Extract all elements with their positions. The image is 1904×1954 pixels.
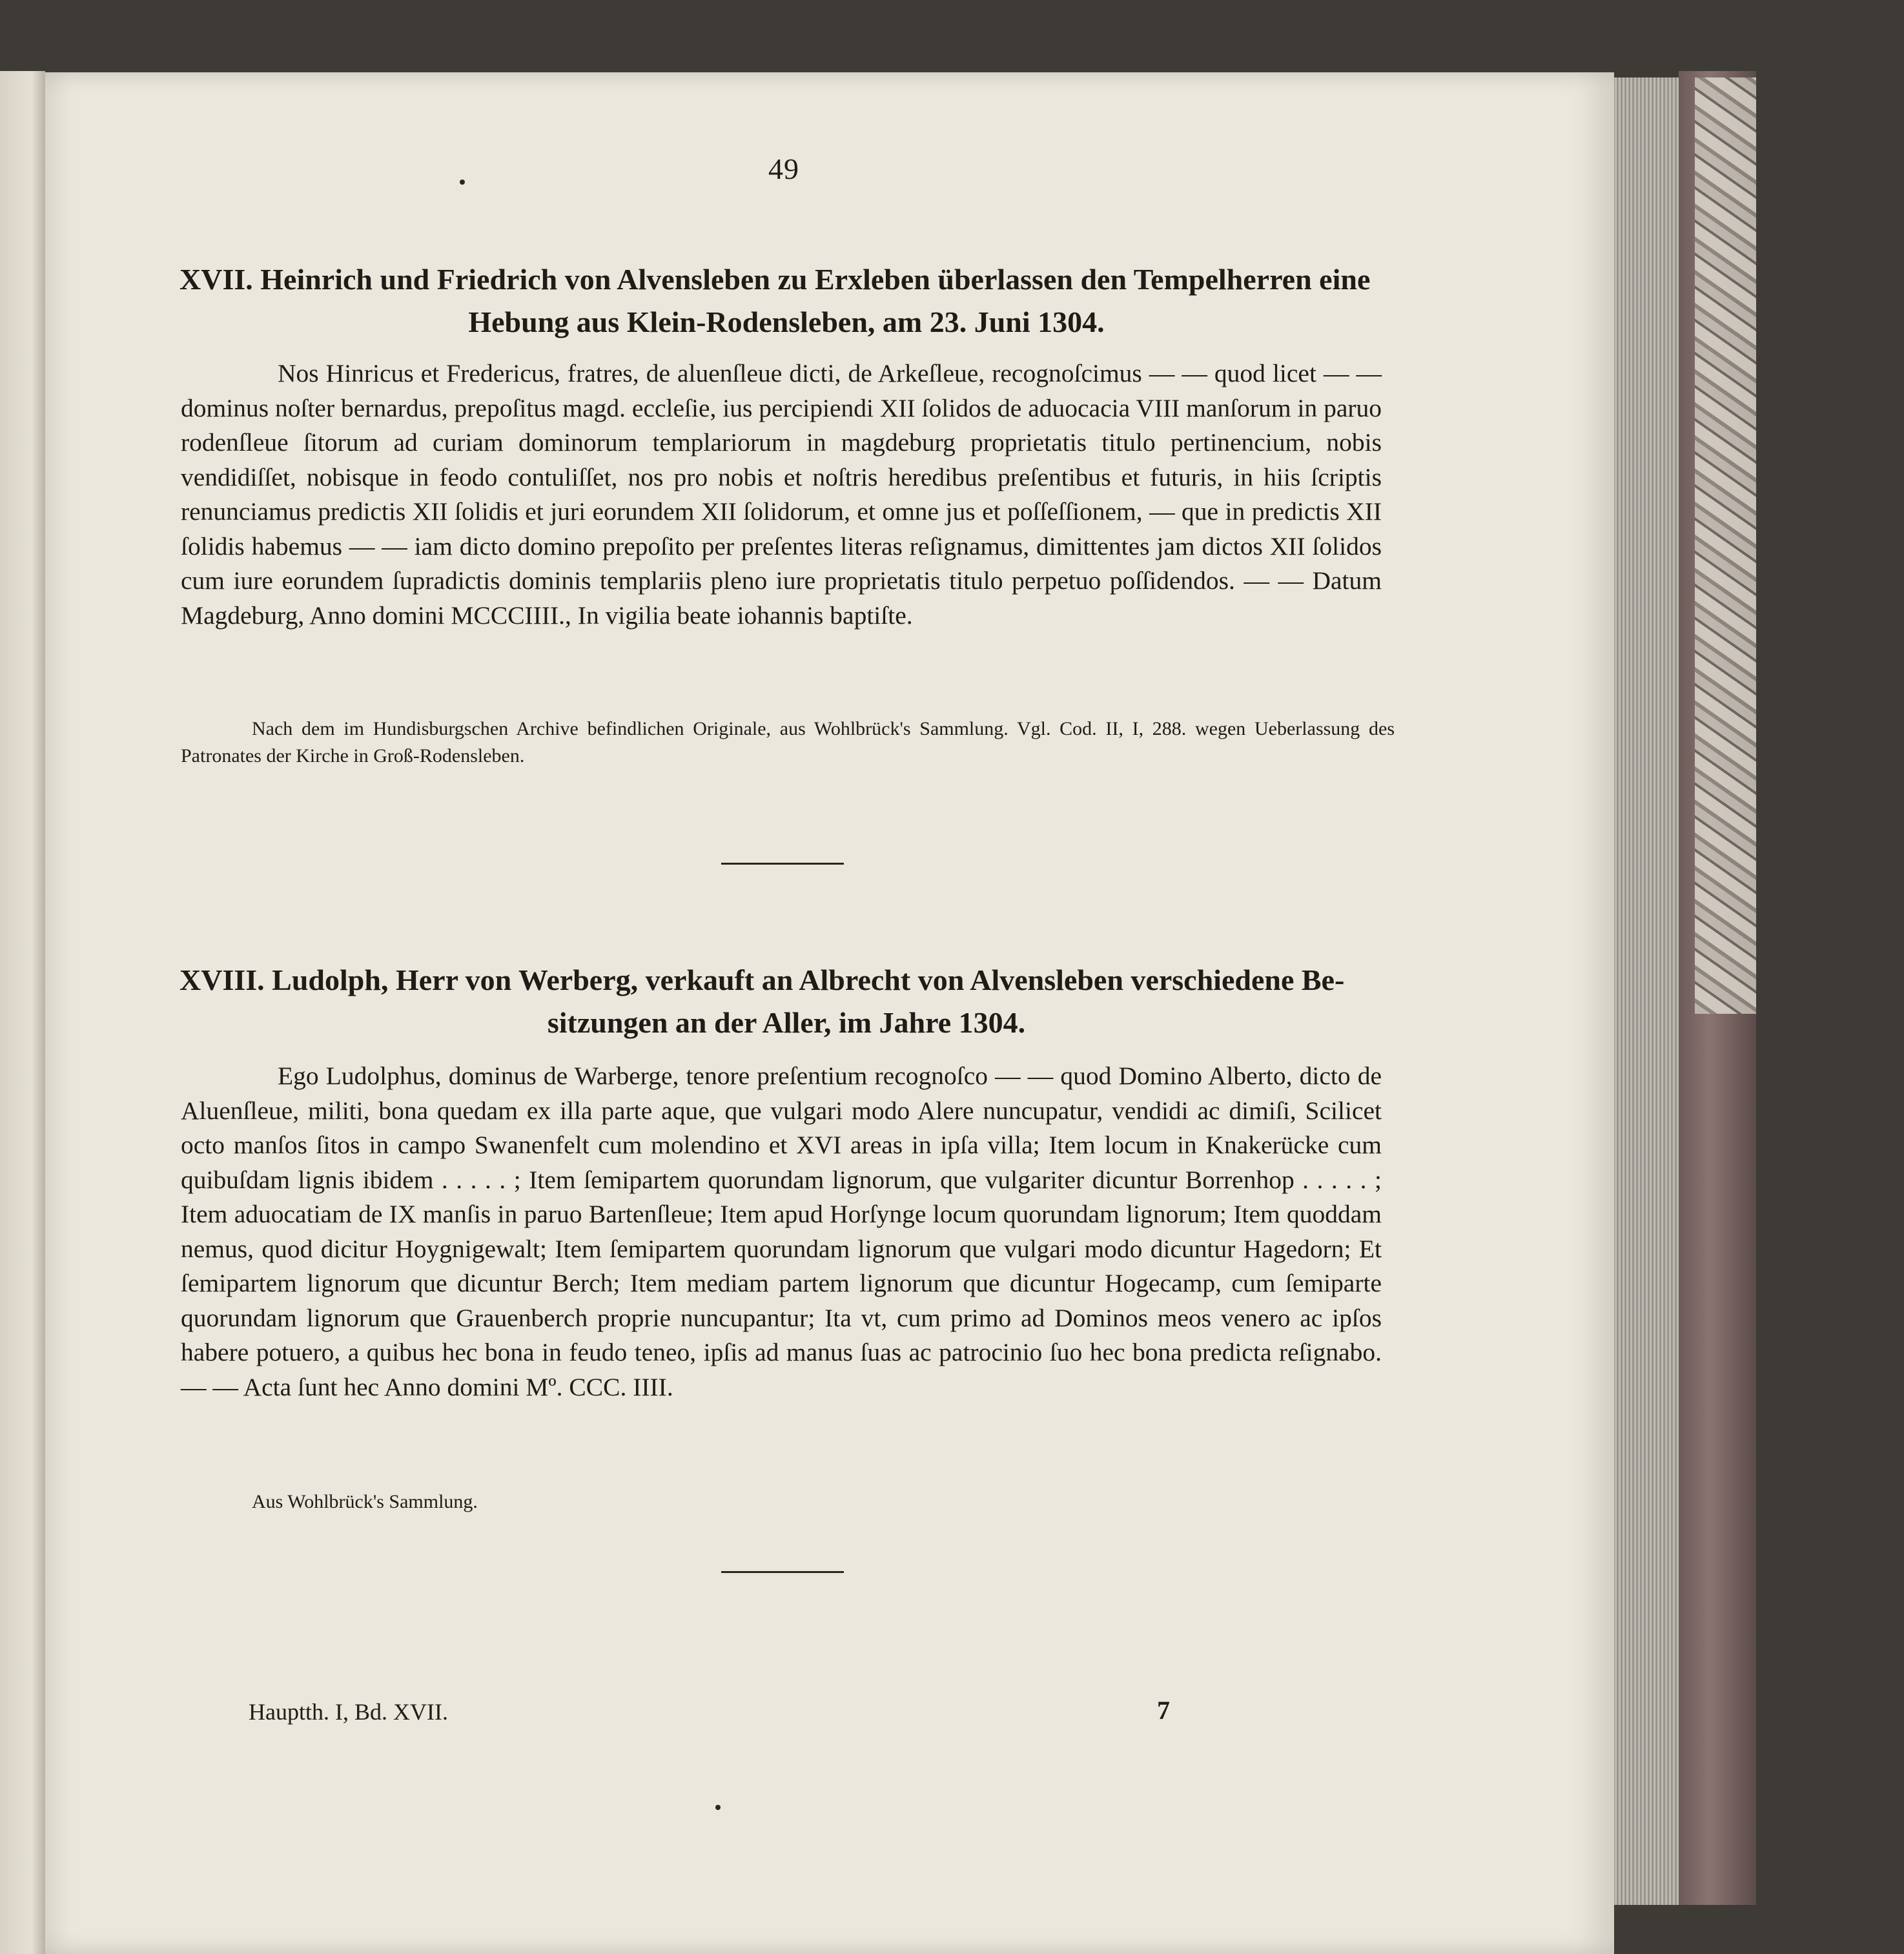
section-xvii-heading [179, 258, 1393, 344]
section-number: XVIII. [179, 963, 265, 996]
footer-signature: Hauptth. I, Bd. XVII. [249, 1699, 448, 1725]
source-note: Nach dem im Hundisburgschen Archive befindlichen Originale, aus Wohlbrück's Sammlung. Vgl. Cod. II, I, 288. wegen Ueberlassung des Patronates der Kirche in Groß-Rodensleben. [181, 718, 1395, 766]
charter-text: Nos Hinricus et Fredericus, fratres, de aluenſleue dicti, de Arkeſleue, recognoſcimus — — quod licet — — dominus noſter bernardus, prepoſitus magd. eccleſie, ius percipiendi XII ſolidos de aduocacia VIII manſorum in paruo rodenſleue ſitorum ad curiam dominorum templariorum in magdeburg proprietatis titulo pertinencium, nobis vendidiſſet, nobisque in feodo contuliſſet, nos pro nobis et noſtris heredibus preſentibus et futuris, in hiis ſcriptis renunciamus predictis XII ſolidis et juri eorundem XII ſolidorum, et omne jus et poſſeſſionem, — que in predictis XII ſolidis habemus — — iam dicto domino prepoſito per preſentes literas reſignamus, dimittentes jam dictos XII ſolidos cum iure eorundem ſupradictis dominis templariis pleno iure proprietatis titulo perpetuo poſſidendos. — — Datum Magdeburg, Anno domini MCCCIIII., In vigilia beate iohannis baptiſte. [181, 359, 1382, 630]
section-xvii-body [181, 356, 1382, 633]
page-speck [715, 1805, 721, 1810]
section-title-line1: Heinrich und Friedrich von Alvensleben zu Erxleben überlassen den Tempelherren eine [260, 263, 1371, 296]
section-xviii-heading [179, 959, 1393, 1044]
page-number: 49 [768, 152, 799, 185]
section-number: XVII. [179, 263, 253, 296]
section-title-line1: Ludolph, Herr von Werberg, verkauft an Albrecht von Alvensleben verschiedene Be- [272, 963, 1345, 996]
section-divider [721, 863, 844, 865]
section-title-line2: Hebung aus Klein-Rodensleben, am 23. Juni 1304. [468, 305, 1105, 338]
charter-text: Ego Ludolphus, dominus de Warberge, tenore preſentium recognoſco — — quod Domino Alberto, dicto de Aluenſleue, militi, bona quedam ex illa parte aque, que vulgari modo Alere nuncupatur, vendidi ac dimiſi, Scilicet octo manſos ſitos in campo Swanenfelt cum molendino et XVI areas in ipſa villa; Item locum in Knakerücke cum quibuſdam lignis ibidem . . . . . ; Item ſemipartem quorundam lignorum, que vulgariter dicuntur Borrenhop . . . . . ; Item aduocatiam de IX manſis in paruo Bartenſleue; Item apud Horſynge locum quorundam lignorum; Item quoddam nemus, quod dicitur Hoygnigewalt; Item ſemipartem quorundam lignorum que vulgari modo dicuntur Hagedorn; Et ſemipartem lignorum que dicuntur Berch; Item mediam partem lignorum que dicuntur Hogecamp, cum ſemiparte quorundam lignorum que Grauenberch proprie nuncupantur; Ita vt, cum primo ad Dominos meos venero ac ipſos habere potuero, a quibus hec bona in feudo teneo, ipſis ad manus ſuas ac patrocinio ſuo hec bona predicta reſignabo. — — Acta ſunt hec Anno domini Mº. CCC. IIII. [181, 1062, 1382, 1401]
marbled-endpaper [1695, 77, 1756, 1014]
section-xviii-source-note [181, 1488, 1395, 1516]
source-note: Aus Wohlbrück's Sammlung. [252, 1491, 478, 1512]
footer-number: 7 [1157, 1696, 1170, 1725]
page-speck [460, 180, 465, 185]
section-xvii-source-note [181, 715, 1395, 770]
section-title-line2: sitzungen an der Aller, im Jahre 1304. [547, 1006, 1026, 1039]
section-divider [721, 1571, 844, 1573]
left-page-edge [0, 71, 45, 1954]
section-xviii-body [181, 1059, 1382, 1404]
